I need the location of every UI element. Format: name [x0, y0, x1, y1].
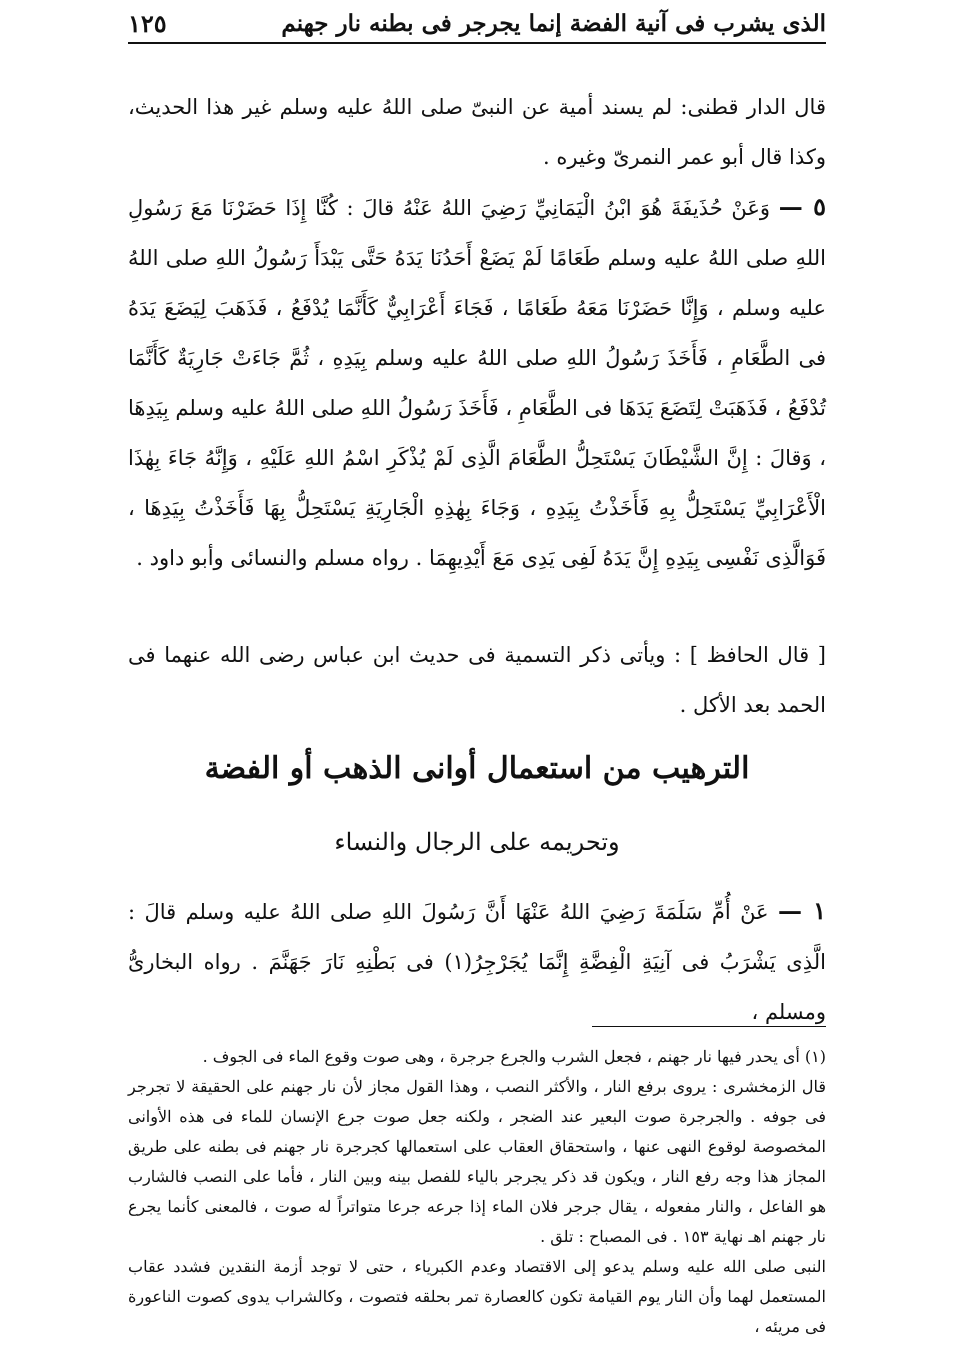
hadith-number: ١ — — [778, 896, 826, 925]
page-number: ١٢٥ — [128, 8, 167, 38]
section-subtitle: وتحريمه على الرجال والنساء — [334, 828, 620, 856]
hadith-number: ٥ — — [778, 192, 826, 221]
hadith-text: عَنْ أُمِّ سَلَمَةَ رَضِيَ اللهُ عَنْهَا أَنَّ رَسُولَ اللهِ صلى اللهُ عليه وسلم قالَ : الَّذِى يَشْرَبُ فى آنِيَةِ الْفِضَّةِ إِنَّمَا يُجَرْجِرُ(١) فى بَطْنِهِ نَارَ جَهَنَّمَ . رواه البخارىُّ ومسلم ، — [128, 900, 826, 1024]
hadith-text: وَعَنْ حُذَيفَةَ هُوَ ابْنُ الْيَمَانِيِّ رَضِيَ اللهُ عَنْهُ قالَ : كُنَّا إِذَا حَضَرْنَا مَعَ رَسُولِ اللهِ صلى اللهُ عليه وسلم طَعَامًا لَمْ يَضَعْ أَحَدُنَا يَدَهُ حَتَّى يَبْدَأَ رَسُولُ اللهِ صلى اللهُ عليه وسلم ، وَإِنَّا حَضَرْنَا مَعَهُ طَعَامًا ، فَجَاءَ أَعْرَابِيٌّ كَأَنَّمَا يُدْفَعُ ، فَذَهَبَ لِيَضَعَ يَدَهُ فى الطَّعَامِ ، فَأَخَذَ رَسُولُ اللهِ صلى اللهُ عليه وسلم بِيَدِهِ ، ثُمَّ جَاءَتْ جَارِيَةٌ كَأَنَّمَا تُدْفَعُ ، فَذَهَبَتْ لِتَضَعَ يَدَهَا فى الطَّعَامِ ، فَأَخَذَ رَسُولُ اللهِ صلى اللهُ عليه وسلم بِيَدِهَا ، وَقالَ : إِنَّ الشَّيْطَانَ يَسْتَحِلُّ الطَّعَامَ الَّذِى لَمْ يُذْكَرِ اسْمُ اللهِ عَلَيْهِ ، وَإِنَّهُ جَاءَ بِهٰذَا الْأَعْرَابِيِّ يَسْتَحِلُّ بِهِ فَأَخَذْتُ بِيَدِهِ ، وَجَاءَ بِهٰذِهِ الْجَارِيَةِ يَسْتَحِلُّ بِهَا فَأَخَذْتُ بِيَدِهَا ، فَوَالَّذِى نَفْسِى بِيَدِهِ إِنَّ يَدَهُ لَفِى يَدِى مَعَ أَيْدِيهِمَا . رواه مسلم والنسائى وأبو داود . — [128, 196, 826, 570]
paragraph-hadith-1 — [128, 886, 826, 1037]
paragraph-daraqutni-note — [128, 82, 826, 182]
paragraph-text: قال الدار قطنى: لم يسند أمية عن النبىّ صلى اللهُ عليه وسلم غير هذا الحديث، وكذا قال أبو عمر النمرىّ وغيره . — [128, 95, 826, 169]
paragraph-hadith-5 — [128, 182, 826, 583]
section-title: الترهيب من استعمال أوانى الذهب أو الفضة — [204, 751, 750, 786]
running-title: الذى يشرب فى آنية الفضة إنما يجرجر فى بطنه نار جهنم — [281, 9, 826, 37]
footnote-1: (١) أى يحدر فيها نار جهنم ، فجعل الشرب والجرع جرجرة ، وهى صوت وقوع الماء فى الجوف . — [202, 1047, 826, 1066]
header-rule — [128, 42, 826, 44]
paragraph-hafiz-note — [128, 630, 826, 730]
paragraph-text: [ قال الحافظ ] : ويأتى ذكر التسمية فى حديث ابن عباس رضى الله عنهما فى الحمد بعد الأكل . — [128, 643, 826, 717]
footnotes — [128, 1042, 826, 1342]
running-header — [128, 6, 826, 40]
footnote-separator — [592, 1026, 826, 1027]
footnote-zamakhshari: قال الزمخشرى : يروى برفع النار ، والأكثر النصب ، وهذا القول مجاز لأن نار جهنم على الحقيقة لا تجرجر فى جوفه . والجرجرة صوت البعير عند الضجر ، ولكنه جعل صوت جرع الإنسان للماء فى هذه الأوانى المخصوصة لوقوع النهى عنها ، واستحقاق العقاب على استعمالها كجرجرة نار جهنم فى بطنه على طريق المجاز هذا وجه رفع النار ، ويكون قد ذكر يجرجر بالياء للفصل بينه وبين النار ، فأما على النصب فالشارب هو الفاعل ، والنار مفعوله ، يقال جرجر فلان الماء إذا جرعه جرعا متواتراً له صوت ، فالمعنى كأنما يجرع نار جهنم اهـ نهاية ١٥٣ . فى المصباح : تلق . — [128, 1077, 827, 1246]
footnote-commentary: النبى صلى الله عليه وسلم يدعو إلى الاقتصاد وعدم الكبرياء ، حتى لا توجد أزمة النقدين فشدد عقاب المستعمل لهما وأن النار يوم القيامة تكون كالعصارة تمر بحلقه فتصوت ، وكالشراب يدوى كصوت الناعورة فى مريئه ، — [128, 1257, 827, 1336]
